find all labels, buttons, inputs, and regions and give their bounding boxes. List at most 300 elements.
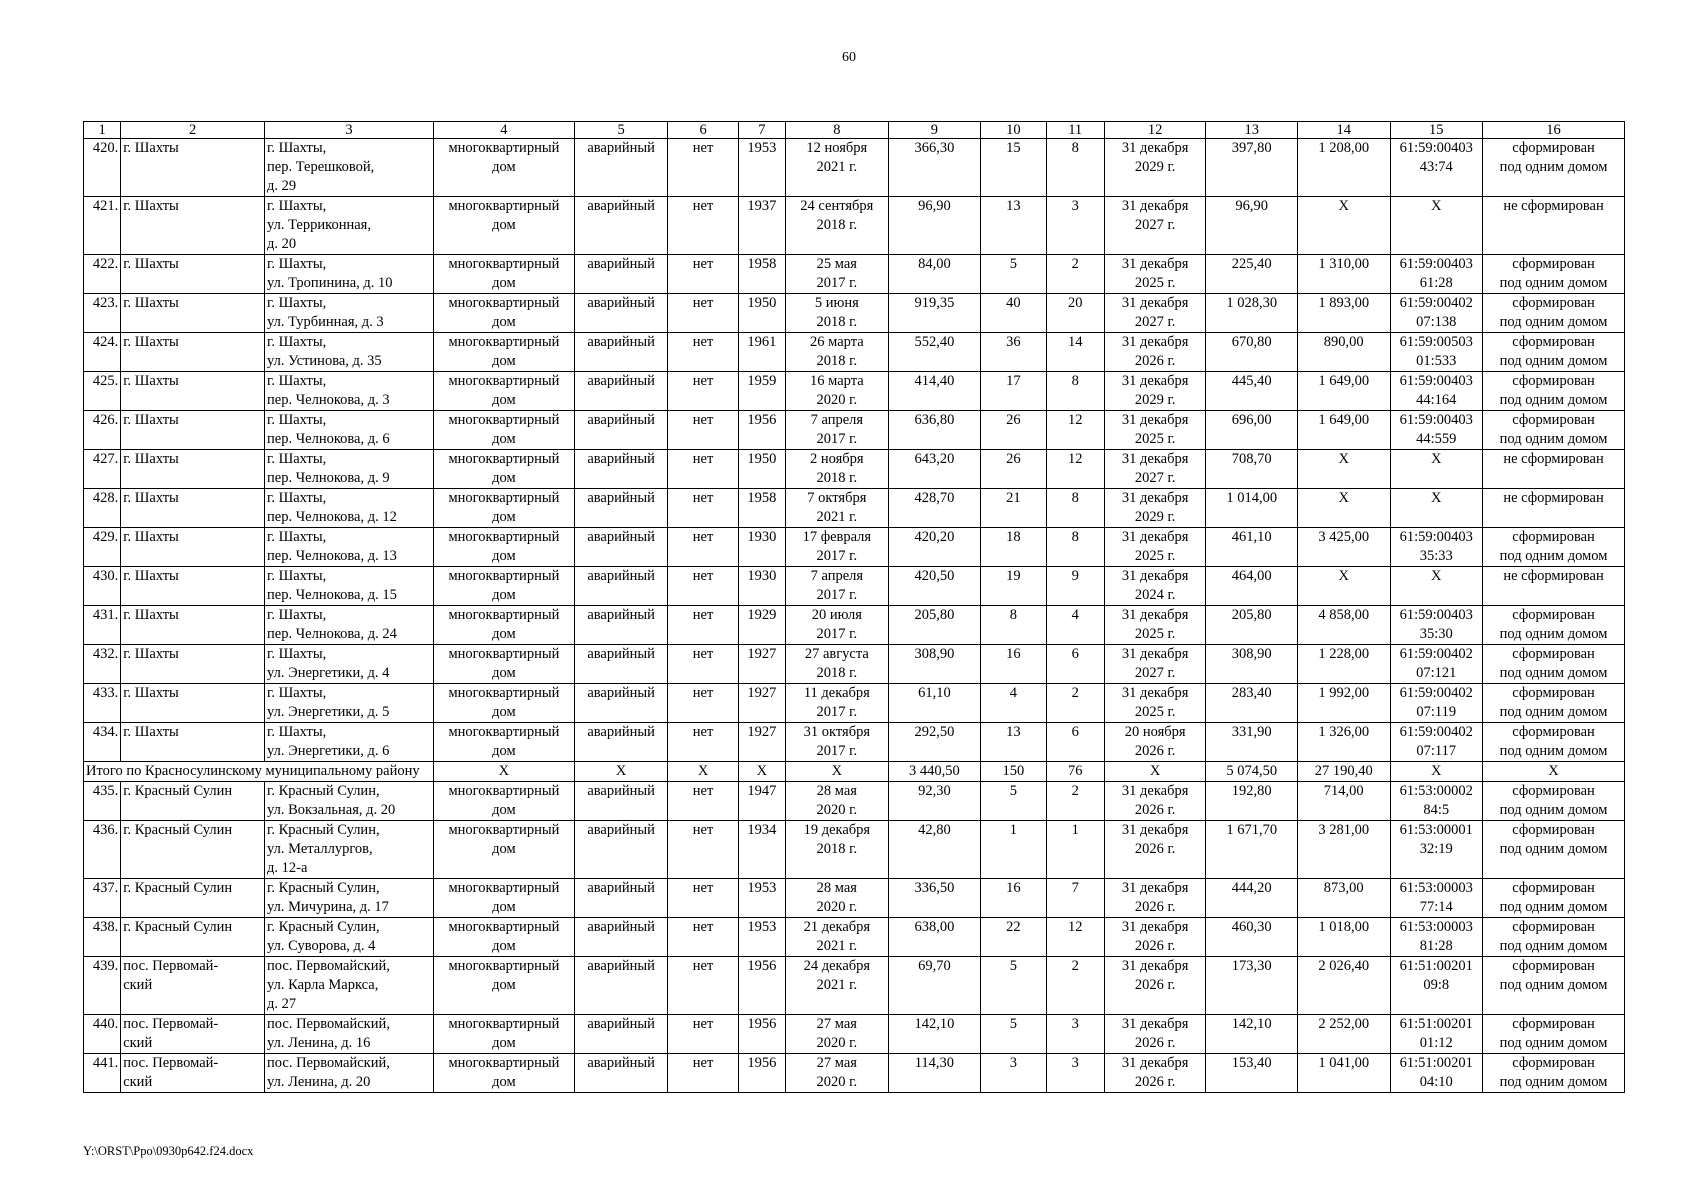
house-type-cell: многоквартирный дом xyxy=(434,957,575,1015)
year-cell: 1927 xyxy=(738,645,785,684)
residents-cell: 4 xyxy=(981,684,1046,723)
residents-cell: 22 xyxy=(981,918,1046,957)
locality-cell: г. Шахты xyxy=(121,333,265,372)
residents-cell: 18 xyxy=(981,528,1046,567)
total-recognized-date-cell: Х xyxy=(786,762,889,782)
house-type-cell: многоквартирный дом xyxy=(434,723,575,762)
plan-cell: нет xyxy=(668,918,738,957)
area-cell: 420,50 xyxy=(888,567,981,606)
row-number-cell: 428. xyxy=(84,489,121,528)
column-header: 9 xyxy=(888,122,981,139)
address-cell: г. Шахты, ул. Терриконная, д. 20 xyxy=(265,197,434,255)
row-number-cell: 424. xyxy=(84,333,121,372)
address-cell: г. Шахты, ул. Энергетики, д. 4 xyxy=(265,645,434,684)
row-number-cell: 440. xyxy=(84,1015,121,1054)
total-premises-cell: 76 xyxy=(1046,762,1104,782)
residents-cell: 8 xyxy=(981,606,1046,645)
locality-cell: г. Красный Сулин xyxy=(121,821,265,879)
recognized-date-cell: 17 февраля 2017 г. xyxy=(786,528,889,567)
cadastral-number-cell: 61:53:00001 32:19 xyxy=(1390,821,1483,879)
resettlement-date-cell: 31 декабря 2026 г. xyxy=(1104,821,1206,879)
locality-cell: г. Шахты xyxy=(121,372,265,411)
land-area-cell: 461,10 xyxy=(1206,528,1298,567)
row-number-cell: 434. xyxy=(84,723,121,762)
address-cell: г. Шахты, пер. Челнокова, д. 24 xyxy=(265,606,434,645)
area-cell: 414,40 xyxy=(888,372,981,411)
row-number-cell: 433. xyxy=(84,684,121,723)
row-number-cell: 439. xyxy=(84,957,121,1015)
address-cell: г. Красный Сулин, ул. Суворова, д. 4 xyxy=(265,918,434,957)
house-type-cell: многоквартирный дом xyxy=(434,606,575,645)
row-number-cell: 423. xyxy=(84,294,121,333)
residents-cell: 1 xyxy=(981,821,1046,879)
year-cell: 1956 xyxy=(738,1054,785,1093)
cadastral-number-cell: 61:59:00402 07:138 xyxy=(1390,294,1483,333)
land-area-cell: 444,20 xyxy=(1206,879,1298,918)
resettlement-date-cell: 31 декабря 2025 г. xyxy=(1104,606,1206,645)
locality-cell: г. Шахты xyxy=(121,528,265,567)
plan-cell: нет xyxy=(668,294,738,333)
area-cell: 114,30 xyxy=(888,1054,981,1093)
land-area-cell: 96,90 xyxy=(1206,197,1298,255)
land-area-cell: 192,80 xyxy=(1206,782,1298,821)
year-cell: 1953 xyxy=(738,918,785,957)
land-status-cell: не сформирован xyxy=(1483,489,1625,528)
address-cell: г. Шахты, пер. Челнокова, д. 3 xyxy=(265,372,434,411)
year-cell: 1930 xyxy=(738,528,785,567)
cadastral-number-cell: 61:59:00402 07:117 xyxy=(1390,723,1483,762)
area-cell: 96,90 xyxy=(888,197,981,255)
year-cell: 1956 xyxy=(738,957,785,1015)
year-cell: 1950 xyxy=(738,294,785,333)
land-plot-area-cell: 2 252,00 xyxy=(1297,1015,1390,1054)
premises-cell: 2 xyxy=(1046,255,1104,294)
total-resettlement-date-cell: Х xyxy=(1104,762,1206,782)
resettlement-date-cell: 31 декабря 2025 г. xyxy=(1104,411,1206,450)
premises-cell: 2 xyxy=(1046,782,1104,821)
house-type-cell: многоквартирный дом xyxy=(434,450,575,489)
premises-cell: 8 xyxy=(1046,372,1104,411)
year-cell: 1937 xyxy=(738,197,785,255)
land-area-cell: 464,00 xyxy=(1206,567,1298,606)
cadastral-number-cell: Х xyxy=(1390,567,1483,606)
row-number-cell: 420. xyxy=(84,139,121,197)
resettlement-date-cell: 31 декабря 2025 г. xyxy=(1104,684,1206,723)
column-number-row xyxy=(84,122,1625,139)
area-cell: 428,70 xyxy=(888,489,981,528)
plan-cell: нет xyxy=(668,723,738,762)
row-number-cell: 429. xyxy=(84,528,121,567)
year-cell: 1961 xyxy=(738,333,785,372)
recognized-date-cell: 7 апреля 2017 г. xyxy=(786,567,889,606)
table-row xyxy=(84,1015,1625,1054)
resettlement-date-cell: 31 декабря 2024 г. xyxy=(1104,567,1206,606)
address-cell: г. Красный Сулин, ул. Металлургов, д. 12-а xyxy=(265,821,434,879)
plan-cell: нет xyxy=(668,567,738,606)
land-status-cell: не сформирован xyxy=(1483,197,1625,255)
premises-cell: 12 xyxy=(1046,411,1104,450)
table-row xyxy=(84,957,1625,1015)
table-row xyxy=(84,139,1625,197)
plan-cell: нет xyxy=(668,1015,738,1054)
residents-cell: 19 xyxy=(981,567,1046,606)
land-status-cell: сформирован под одним домом xyxy=(1483,918,1625,957)
resettlement-date-cell: 31 декабря 2026 г. xyxy=(1104,782,1206,821)
status-cell: аварийный xyxy=(574,255,668,294)
recognized-date-cell: 19 декабря 2018 г. xyxy=(786,821,889,879)
plan-cell: нет xyxy=(668,450,738,489)
table-row xyxy=(84,372,1625,411)
land-status-cell: сформирован под одним домом xyxy=(1483,1015,1625,1054)
house-type-cell: многоквартирный дом xyxy=(434,489,575,528)
land-plot-area-cell: Х xyxy=(1297,489,1390,528)
table-row xyxy=(84,723,1625,762)
premises-cell: 3 xyxy=(1046,1054,1104,1093)
row-number-cell: 427. xyxy=(84,450,121,489)
land-status-cell: сформирован под одним домом xyxy=(1483,645,1625,684)
area-cell: 61,10 xyxy=(888,684,981,723)
land-plot-area-cell: 1 228,00 xyxy=(1297,645,1390,684)
land-plot-area-cell: 1 018,00 xyxy=(1297,918,1390,957)
resettlement-date-cell: 31 декабря 2029 г. xyxy=(1104,489,1206,528)
area-cell: 42,80 xyxy=(888,821,981,879)
table-row xyxy=(84,294,1625,333)
plan-cell: нет xyxy=(668,1054,738,1093)
land-status-cell: сформирован под одним домом xyxy=(1483,1054,1625,1093)
address-cell: г. Шахты, пер. Челнокова, д. 9 xyxy=(265,450,434,489)
resettlement-date-cell: 31 декабря 2029 г. xyxy=(1104,372,1206,411)
total-land-status-cell: Х xyxy=(1483,762,1625,782)
year-cell: 1927 xyxy=(738,723,785,762)
plan-cell: нет xyxy=(668,645,738,684)
address-cell: г. Шахты, ул. Устинова, д. 35 xyxy=(265,333,434,372)
house-type-cell: многоквартирный дом xyxy=(434,918,575,957)
residents-cell: 3 xyxy=(981,1054,1046,1093)
residents-cell: 5 xyxy=(981,1015,1046,1054)
locality-cell: г. Шахты xyxy=(121,139,265,197)
land-status-cell: сформирован под одним домом xyxy=(1483,821,1625,879)
land-plot-area-cell: Х xyxy=(1297,197,1390,255)
cadastral-number-cell: Х xyxy=(1390,450,1483,489)
land-status-cell: не сформирован xyxy=(1483,450,1625,489)
residents-cell: 15 xyxy=(981,139,1046,197)
recognized-date-cell: 28 мая 2020 г. xyxy=(786,879,889,918)
plan-cell: нет xyxy=(668,372,738,411)
land-status-cell: сформирован под одним домом xyxy=(1483,294,1625,333)
cadastral-number-cell: 61:51:00201 01:12 xyxy=(1390,1015,1483,1054)
total-row xyxy=(84,762,1625,782)
year-cell: 1950 xyxy=(738,450,785,489)
total-house-type-cell: Х xyxy=(434,762,575,782)
land-area-cell: 460,30 xyxy=(1206,918,1298,957)
plan-cell: нет xyxy=(668,255,738,294)
recognized-date-cell: 20 июля 2017 г. xyxy=(786,606,889,645)
year-cell: 1958 xyxy=(738,489,785,528)
land-area-cell: 205,80 xyxy=(1206,606,1298,645)
house-type-cell: многоквартирный дом xyxy=(434,411,575,450)
house-type-cell: многоквартирный дом xyxy=(434,645,575,684)
status-cell: аварийный xyxy=(574,567,668,606)
locality-cell: г. Шахты xyxy=(121,684,265,723)
area-cell: 643,20 xyxy=(888,450,981,489)
residents-cell: 16 xyxy=(981,645,1046,684)
address-cell: г. Шахты, пер. Челнокова, д. 13 xyxy=(265,528,434,567)
premises-cell: 20 xyxy=(1046,294,1104,333)
column-header: 6 xyxy=(668,122,738,139)
row-number-cell: 441. xyxy=(84,1054,121,1093)
house-type-cell: многоквартирный дом xyxy=(434,782,575,821)
status-cell: аварийный xyxy=(574,197,668,255)
house-type-cell: многоквартирный дом xyxy=(434,139,575,197)
recognized-date-cell: 24 декабря 2021 г. xyxy=(786,957,889,1015)
land-plot-area-cell: 1 992,00 xyxy=(1297,684,1390,723)
recognized-date-cell: 16 марта 2020 г. xyxy=(786,372,889,411)
column-header: 15 xyxy=(1390,122,1483,139)
area-cell: 919,35 xyxy=(888,294,981,333)
table-row xyxy=(84,821,1625,879)
land-plot-area-cell: 2 026,40 xyxy=(1297,957,1390,1015)
footer-file-path: Y:\ORST\Ppo\0930p642.f24.docx xyxy=(83,1144,254,1158)
year-cell: 1934 xyxy=(738,821,785,879)
premises-cell: 3 xyxy=(1046,197,1104,255)
land-plot-area-cell: 1 310,00 xyxy=(1297,255,1390,294)
area-cell: 84,00 xyxy=(888,255,981,294)
premises-cell: 14 xyxy=(1046,333,1104,372)
total-area-cell: 3 440,50 xyxy=(888,762,981,782)
total-land-plot-area-cell: 27 190,40 xyxy=(1297,762,1390,782)
land-area-cell: 1 028,30 xyxy=(1206,294,1298,333)
table-row xyxy=(84,918,1625,957)
table-row xyxy=(84,1054,1625,1093)
table-row xyxy=(84,450,1625,489)
land-plot-area-cell: 1 649,00 xyxy=(1297,372,1390,411)
status-cell: аварийный xyxy=(574,918,668,957)
land-status-cell: сформирован под одним домом xyxy=(1483,372,1625,411)
address-cell: г. Шахты, пер. Терешковой, д. 29 xyxy=(265,139,434,197)
year-cell: 1956 xyxy=(738,1015,785,1054)
land-area-cell: 1 014,00 xyxy=(1206,489,1298,528)
housing-registry-table xyxy=(83,121,1625,1093)
status-cell: аварийный xyxy=(574,411,668,450)
land-plot-area-cell: 1 649,00 xyxy=(1297,411,1390,450)
resettlement-date-cell: 20 ноября 2026 г. xyxy=(1104,723,1206,762)
premises-cell: 1 xyxy=(1046,821,1104,879)
land-status-cell: сформирован под одним домом xyxy=(1483,606,1625,645)
column-header: 13 xyxy=(1206,122,1298,139)
land-status-cell: сформирован под одним домом xyxy=(1483,528,1625,567)
land-area-cell: 173,30 xyxy=(1206,957,1298,1015)
plan-cell: нет xyxy=(668,528,738,567)
recognized-date-cell: 7 апреля 2017 г. xyxy=(786,411,889,450)
status-cell: аварийный xyxy=(574,957,668,1015)
table-row xyxy=(84,782,1625,821)
locality-cell: пос. Первомай- ский xyxy=(121,1015,265,1054)
locality-cell: г. Красный Сулин xyxy=(121,782,265,821)
cadastral-number-cell: 61:51:00201 09:8 xyxy=(1390,957,1483,1015)
area-cell: 552,40 xyxy=(888,333,981,372)
row-number-cell: 436. xyxy=(84,821,121,879)
resettlement-date-cell: 31 декабря 2029 г. xyxy=(1104,139,1206,197)
house-type-cell: многоквартирный дом xyxy=(434,528,575,567)
cadastral-number-cell: 61:53:00002 84:5 xyxy=(1390,782,1483,821)
cadastral-number-cell: 61:59:00403 35:33 xyxy=(1390,528,1483,567)
column-header: 11 xyxy=(1046,122,1104,139)
table-row xyxy=(84,333,1625,372)
status-cell: аварийный xyxy=(574,606,668,645)
cadastral-number-cell: Х xyxy=(1390,489,1483,528)
resettlement-date-cell: 31 декабря 2025 г. xyxy=(1104,255,1206,294)
table-row xyxy=(84,606,1625,645)
house-type-cell: многоквартирный дом xyxy=(434,1054,575,1093)
premises-cell: 9 xyxy=(1046,567,1104,606)
locality-cell: г. Красный Сулин xyxy=(121,879,265,918)
house-type-cell: многоквартирный дом xyxy=(434,333,575,372)
land-plot-area-cell: 1 041,00 xyxy=(1297,1054,1390,1093)
premises-cell: 12 xyxy=(1046,918,1104,957)
locality-cell: г. Шахты xyxy=(121,411,265,450)
cadastral-number-cell: 61:51:00201 04:10 xyxy=(1390,1054,1483,1093)
address-cell: г. Красный Сулин, ул. Вокзальная, д. 20 xyxy=(265,782,434,821)
residents-cell: 5 xyxy=(981,782,1046,821)
area-cell: 92,30 xyxy=(888,782,981,821)
area-cell: 142,10 xyxy=(888,1015,981,1054)
cadastral-number-cell: 61:59:00402 07:121 xyxy=(1390,645,1483,684)
house-type-cell: многоквартирный дом xyxy=(434,879,575,918)
column-header: 16 xyxy=(1483,122,1625,139)
land-area-cell: 153,40 xyxy=(1206,1054,1298,1093)
status-cell: аварийный xyxy=(574,450,668,489)
recognized-date-cell: 25 мая 2017 г. xyxy=(786,255,889,294)
table-row xyxy=(84,197,1625,255)
land-plot-area-cell: 890,00 xyxy=(1297,333,1390,372)
address-cell: г. Шахты, ул. Тропинина, д. 10 xyxy=(265,255,434,294)
column-header: 3 xyxy=(265,122,434,139)
total-status-cell: Х xyxy=(574,762,668,782)
total-land-area-cell: 5 074,50 xyxy=(1206,762,1298,782)
status-cell: аварийный xyxy=(574,684,668,723)
residents-cell: 5 xyxy=(981,255,1046,294)
land-area-cell: 331,90 xyxy=(1206,723,1298,762)
status-cell: аварийный xyxy=(574,879,668,918)
row-number-cell: 430. xyxy=(84,567,121,606)
status-cell: аварийный xyxy=(574,489,668,528)
status-cell: аварийный xyxy=(574,1015,668,1054)
column-header: 7 xyxy=(738,122,785,139)
plan-cell: нет xyxy=(668,139,738,197)
land-plot-area-cell: 1 893,00 xyxy=(1297,294,1390,333)
recognized-date-cell: 24 сентября 2018 г. xyxy=(786,197,889,255)
land-area-cell: 1 671,70 xyxy=(1206,821,1298,879)
total-residents-cell: 150 xyxy=(981,762,1046,782)
total-label-cell: Итого по Красносулинскому муниципальному району xyxy=(84,762,434,782)
premises-cell: 4 xyxy=(1046,606,1104,645)
total-cadastral-number-cell: Х xyxy=(1390,762,1483,782)
cadastral-number-cell: 61:53:00003 81:28 xyxy=(1390,918,1483,957)
cadastral-number-cell: 61:53:00003 77:14 xyxy=(1390,879,1483,918)
year-cell: 1959 xyxy=(738,372,785,411)
locality-cell: г. Шахты xyxy=(121,255,265,294)
land-status-cell: сформирован под одним домом xyxy=(1483,255,1625,294)
cadastral-number-cell: Х xyxy=(1390,197,1483,255)
premises-cell: 6 xyxy=(1046,723,1104,762)
row-number-cell: 438. xyxy=(84,918,121,957)
locality-cell: пос. Первомай- ский xyxy=(121,957,265,1015)
plan-cell: нет xyxy=(668,821,738,879)
premises-cell: 8 xyxy=(1046,489,1104,528)
premises-cell: 2 xyxy=(1046,684,1104,723)
land-area-cell: 397,80 xyxy=(1206,139,1298,197)
land-status-cell: сформирован под одним домом xyxy=(1483,879,1625,918)
recognized-date-cell: 27 мая 2020 г. xyxy=(786,1054,889,1093)
house-type-cell: многоквартирный дом xyxy=(434,567,575,606)
residents-cell: 16 xyxy=(981,879,1046,918)
status-cell: аварийный xyxy=(574,782,668,821)
resettlement-date-cell: 31 декабря 2027 г. xyxy=(1104,450,1206,489)
table-row xyxy=(84,489,1625,528)
table-row xyxy=(84,255,1625,294)
address-cell: пос. Первомайский, ул. Ленина, д. 20 xyxy=(265,1054,434,1093)
residents-cell: 26 xyxy=(981,450,1046,489)
plan-cell: нет xyxy=(668,606,738,645)
status-cell: аварийный xyxy=(574,139,668,197)
resettlement-date-cell: 31 декабря 2026 г. xyxy=(1104,1015,1206,1054)
year-cell: 1947 xyxy=(738,782,785,821)
status-cell: аварийный xyxy=(574,723,668,762)
address-cell: г. Шахты, ул. Энергетики, д. 6 xyxy=(265,723,434,762)
land-plot-area-cell: Х xyxy=(1297,567,1390,606)
premises-cell: 6 xyxy=(1046,645,1104,684)
row-number-cell: 431. xyxy=(84,606,121,645)
house-type-cell: многоквартирный дом xyxy=(434,821,575,879)
resettlement-date-cell: 31 декабря 2026 г. xyxy=(1104,918,1206,957)
year-cell: 1927 xyxy=(738,684,785,723)
table-row xyxy=(84,879,1625,918)
resettlement-date-cell: 31 декабря 2027 г. xyxy=(1104,645,1206,684)
column-header: 1 xyxy=(84,122,121,139)
resettlement-date-cell: 31 декабря 2027 г. xyxy=(1104,294,1206,333)
table-row xyxy=(84,684,1625,723)
locality-cell: г. Шахты xyxy=(121,197,265,255)
area-cell: 636,80 xyxy=(888,411,981,450)
plan-cell: нет xyxy=(668,782,738,821)
recognized-date-cell: 26 марта 2018 г. xyxy=(786,333,889,372)
area-cell: 366,30 xyxy=(888,139,981,197)
residents-cell: 13 xyxy=(981,197,1046,255)
land-plot-area-cell: 1 326,00 xyxy=(1297,723,1390,762)
status-cell: аварийный xyxy=(574,294,668,333)
residents-cell: 5 xyxy=(981,957,1046,1015)
status-cell: аварийный xyxy=(574,372,668,411)
column-header: 14 xyxy=(1297,122,1390,139)
plan-cell: нет xyxy=(668,489,738,528)
cadastral-number-cell: 61:59:00403 35:30 xyxy=(1390,606,1483,645)
status-cell: аварийный xyxy=(574,333,668,372)
address-cell: г. Шахты, ул. Энергетики, д. 5 xyxy=(265,684,434,723)
land-status-cell: не сформирован xyxy=(1483,567,1625,606)
recognized-date-cell: 7 октября 2021 г. xyxy=(786,489,889,528)
premises-cell: 3 xyxy=(1046,1015,1104,1054)
address-cell: пос. Первомайский, ул. Ленина, д. 16 xyxy=(265,1015,434,1054)
house-type-cell: многоквартирный дом xyxy=(434,294,575,333)
land-status-cell: сформирован под одним домом xyxy=(1483,723,1625,762)
plan-cell: нет xyxy=(668,333,738,372)
plan-cell: нет xyxy=(668,197,738,255)
resettlement-date-cell: 31 декабря 2026 г. xyxy=(1104,1054,1206,1093)
land-status-cell: сформирован под одним домом xyxy=(1483,139,1625,197)
column-header: 5 xyxy=(574,122,668,139)
premises-cell: 2 xyxy=(1046,957,1104,1015)
land-plot-area-cell: 873,00 xyxy=(1297,879,1390,918)
